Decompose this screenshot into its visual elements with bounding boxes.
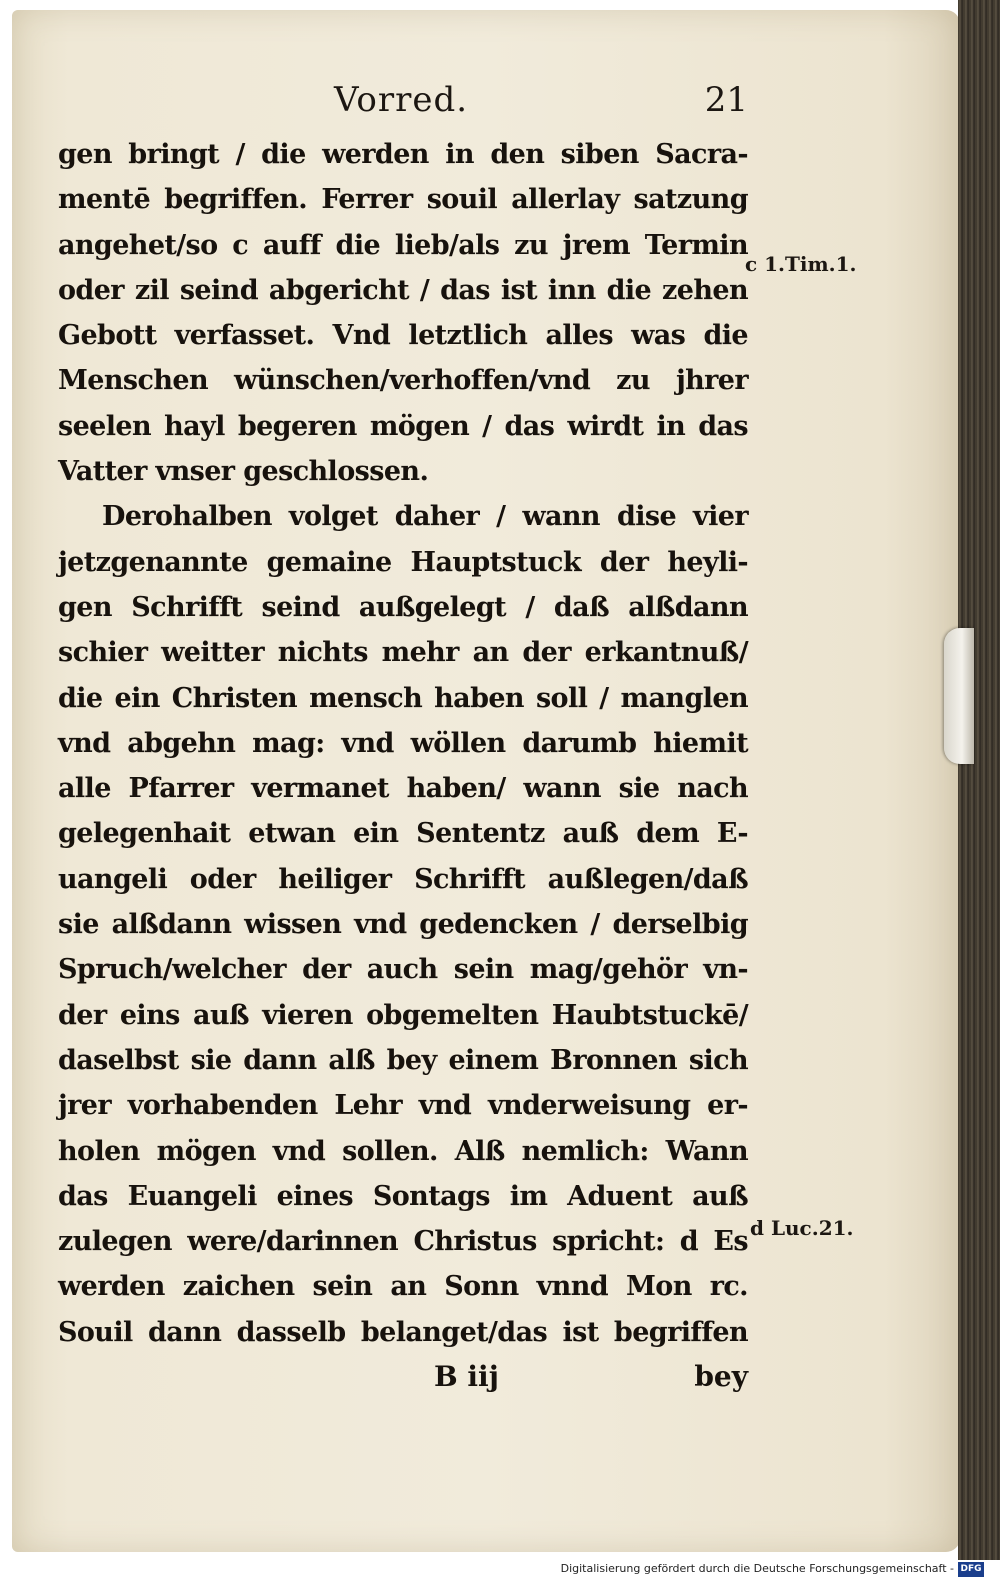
text-line: gen bringt / die werden in den siben Sacra-	[58, 139, 748, 170]
book-edge	[958, 0, 1000, 1560]
page-clip	[944, 628, 974, 764]
text-block	[58, 132, 748, 1355]
text-line: alle Pfarrer vermanet haben/ wann sie nach	[58, 773, 748, 805]
text-line: gen Schrifft seind außgelegt / daß alßdann	[58, 591, 748, 623]
text-line: gelegenhait etwan ein Sententz auß dem E-	[58, 818, 748, 850]
text-line: der eins auß vieren obgemelten Haubtstuckē/	[58, 999, 748, 1031]
text-line: angehet/so c auff die lieb/als zu jrem Termin	[58, 229, 748, 261]
text-line: mentē begriffen. Ferrer souil allerlay satzung	[58, 184, 748, 216]
text-line: die ein Christen mensch haben soll / manglen	[58, 682, 748, 714]
text-line: zulegen were/darinnen Christus spricht: d Es	[58, 1226, 748, 1258]
dfg-logo: DFG	[958, 1562, 984, 1577]
funding-credit: Digitalisierung gefördert durch die Deutsche Forschungsgemeinschaft -	[560, 1562, 954, 1575]
text-line: Souil dann dasselb belanget/das ist begriffen	[58, 1316, 748, 1348]
catchword: bey	[694, 1360, 748, 1393]
text-line: Menschen wünschen/verhoffen/vnd zu jhrer	[58, 365, 748, 397]
signature-mark: B iij	[434, 1360, 499, 1393]
text-line: jrer vorhabenden Lehr vnd vnderweisung er-	[58, 1090, 748, 1122]
folio-number: 21	[704, 80, 748, 120]
text-line: Vatter vnser geschlossen.	[58, 456, 429, 488]
text-line: das Euangeli eines Sontags im Aduent auß	[58, 1180, 748, 1212]
text-line: jetzgenannte gemaine Hauptstuck der heyli-	[58, 546, 748, 578]
text-line: werden zaichen sein an Sonn vnnd Mon rc.	[58, 1271, 748, 1303]
page-header	[58, 80, 748, 130]
running-head: Vorred.	[334, 80, 469, 120]
margin-note-luke: d Luc.21.	[750, 1216, 854, 1240]
text-line: holen mögen vnd sollen. Alß nemlich: Wann	[58, 1135, 748, 1167]
digitization-footer	[0, 1560, 1000, 1580]
text-line: Derohalben volget daher / wann dise vier	[102, 501, 748, 533]
margin-note-timothy: c 1.Tim.1.	[745, 252, 857, 276]
signature-line	[58, 1360, 748, 1404]
text-line: vnd abgehn mag: vnd wöllen darumb hiemit	[58, 727, 748, 759]
text-line: uangeli oder heiliger Schrifft außlegen/daß	[58, 863, 748, 895]
text-line: sie alßdann wissen vnd gedencken / derselbig	[58, 909, 748, 941]
text-line: seelen hayl begeren mögen / das wirdt in das	[58, 410, 748, 442]
text-line: schier weitter nichts mehr an der erkantnuß/	[58, 637, 748, 669]
text-line: oder zil seind abgericht / das ist inn die zehen	[58, 274, 748, 306]
text-line: daselbst sie dann alß bey einem Bronnen sich	[58, 1044, 748, 1076]
text-line: Gebott verfasset. Vnd letztlich alles was die	[58, 320, 748, 352]
text-line: Spruch/welcher der auch sein mag/gehör vn-	[58, 954, 748, 986]
